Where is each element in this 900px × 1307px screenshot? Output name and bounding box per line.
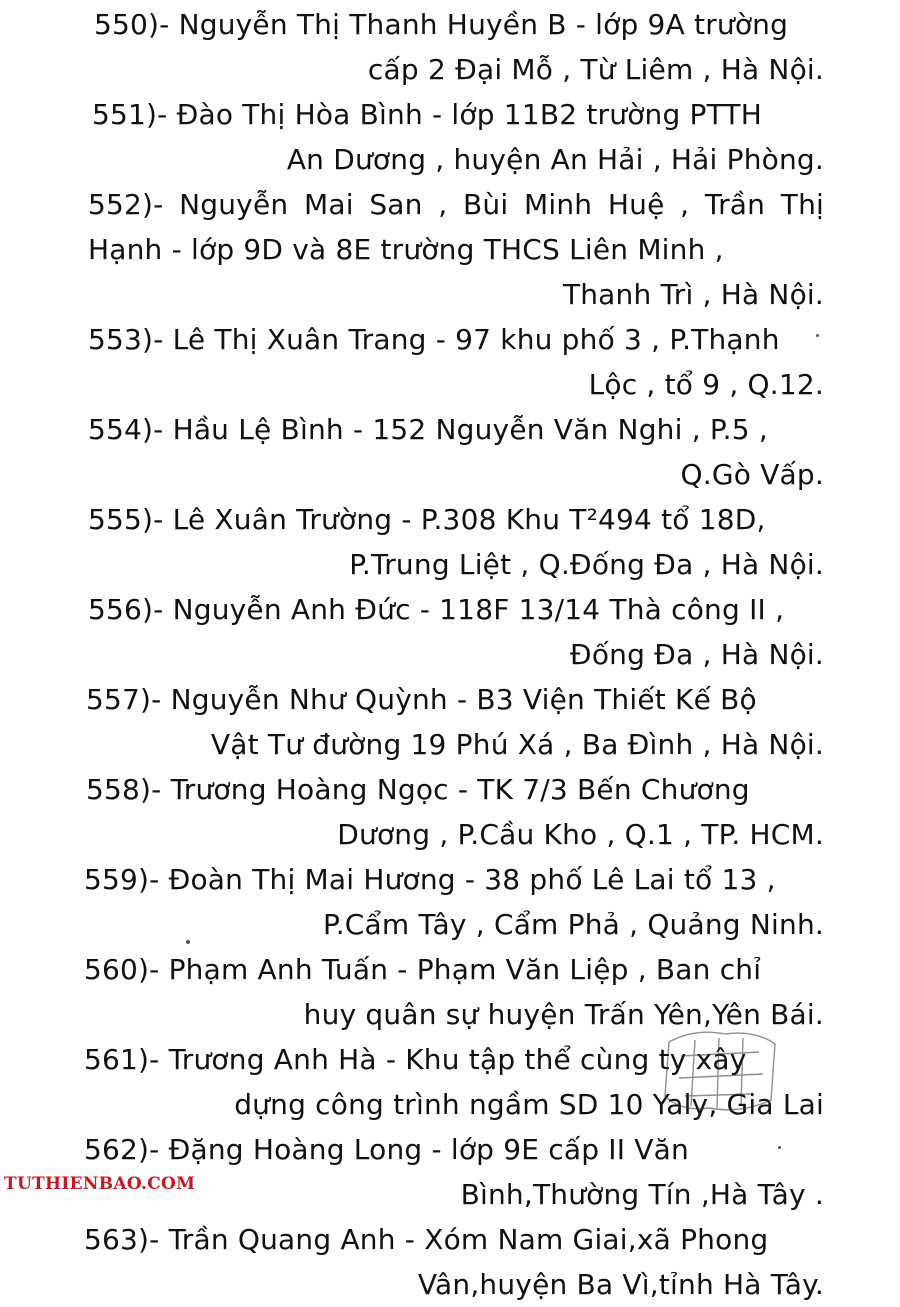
entry-continuation-line: huy quân sự huyện Trấn Yên,Yên Bái. (303, 998, 824, 1031)
entry-continuation-line: cấp 2 Đại Mỗ , Từ Liêm , Hà Nội. (367, 53, 824, 86)
scan-speck (816, 334, 819, 337)
scan-speck (186, 940, 190, 944)
address-entry (84, 2, 824, 92)
entry-continuation-line: Dương , P.Cầu Kho , Q.1 , TP. HCM. (337, 818, 824, 851)
entry-first-line: 552)- Nguyễn Mai San , Bùi Minh Huệ , Trần Thị (88, 188, 824, 221)
address-entry (84, 317, 824, 407)
entry-first-line: 560)- Phạm Anh Tuấn - Phạm Văn Liệp , Ban chỉ (84, 953, 762, 986)
address-entry (84, 1217, 824, 1307)
entry-first-line: 558)- Trương Hoàng Ngọc - TK 7/3 Bến Chương (86, 773, 750, 806)
entry-continuation-line: Hạnh - lớp 9D và 8E trường THCS Liên Minh , (88, 233, 724, 266)
entry-first-line: 557)- Nguyễn Như Quỳnh - B3 Viện Thiết Kế Bộ (86, 683, 757, 716)
entry-continuation-line: Q.Gò Vấp. (680, 458, 824, 491)
logo-stamp-icon (655, 1022, 785, 1118)
entry-first-line: 550)- Nguyễn Thị Thanh Huyền B - lớp 9A trường (94, 8, 789, 41)
entry-continuation-line: Bình,Thường Tín ,Hà Tây . (460, 1178, 824, 1211)
address-entry (84, 857, 824, 947)
address-entry (84, 1127, 824, 1217)
entry-first-line: 551)- Đào Thị Hòa Bình - lớp 11B2 trường PTTH (92, 98, 762, 131)
address-entry (84, 767, 824, 857)
entry-first-line: 562)- Đặng Hoàng Long - lớp 9E cấp II Văn (84, 1133, 689, 1166)
entry-first-line: 563)- Trần Quang Anh - Xóm Nam Giai,xã Phong (84, 1223, 769, 1256)
entry-continuation-line: Lộc , tổ 9 , Q.12. (588, 368, 824, 401)
scan-speck (778, 1146, 781, 1149)
address-entry (84, 677, 824, 767)
entry-continuation-line: An Dương , huyện An Hải , Hải Phòng. (286, 143, 824, 176)
entry-continuation-line: dựng công trình ngầm SD 10 Yaly, Gia Lai (234, 1088, 824, 1121)
site-watermark: TUTHIENBAO.COM (4, 1174, 196, 1194)
entry-continuation-line: Vật Tư đường 19 Phú Xá , Ba Đình , Hà Nội. (210, 728, 824, 761)
entry-first-line: 555)- Lê Xuân Trường - P.308 Khu T²494 tổ 18D, (88, 503, 766, 536)
entry-first-line: 554)- Hầu Lệ Bình - 152 Nguyễn Văn Nghi , P.5 , (88, 413, 768, 446)
entry-continuation-line: P.Trung Liệt , Q.Đống Đa , Hà Nội. (349, 548, 824, 581)
address-entry (84, 92, 824, 182)
entry-first-line: 556)- Nguyễn Anh Đức - 118F 13/14 Thà công II , (88, 593, 785, 626)
entry-continuation-line: Đống Đa , Hà Nội. (569, 638, 824, 671)
entry-first-line: 561)- Trương Anh Hà - Khu tập thể cùng ty xây (84, 1043, 747, 1076)
entry-continuation-line: Thanh Trì , Hà Nội. (562, 278, 824, 311)
entry-continuation-line: P.Cẩm Tây , Cẩm Phả , Quảng Ninh. (322, 908, 824, 941)
address-entry (84, 497, 824, 587)
entry-first-line: 553)- Lê Thị Xuân Trang - 97 khu phố 3 , P.Thạnh (88, 323, 780, 356)
address-entry (84, 182, 824, 317)
entry-continuation-line: Vân,huyện Ba Vì,tỉnh Hà Tây. (417, 1268, 824, 1301)
entry-first-line: 559)- Đoàn Thị Mai Hương - 38 phố Lê Lai tổ 13 , (84, 863, 776, 896)
address-entry (84, 407, 824, 497)
address-entry (84, 587, 824, 677)
